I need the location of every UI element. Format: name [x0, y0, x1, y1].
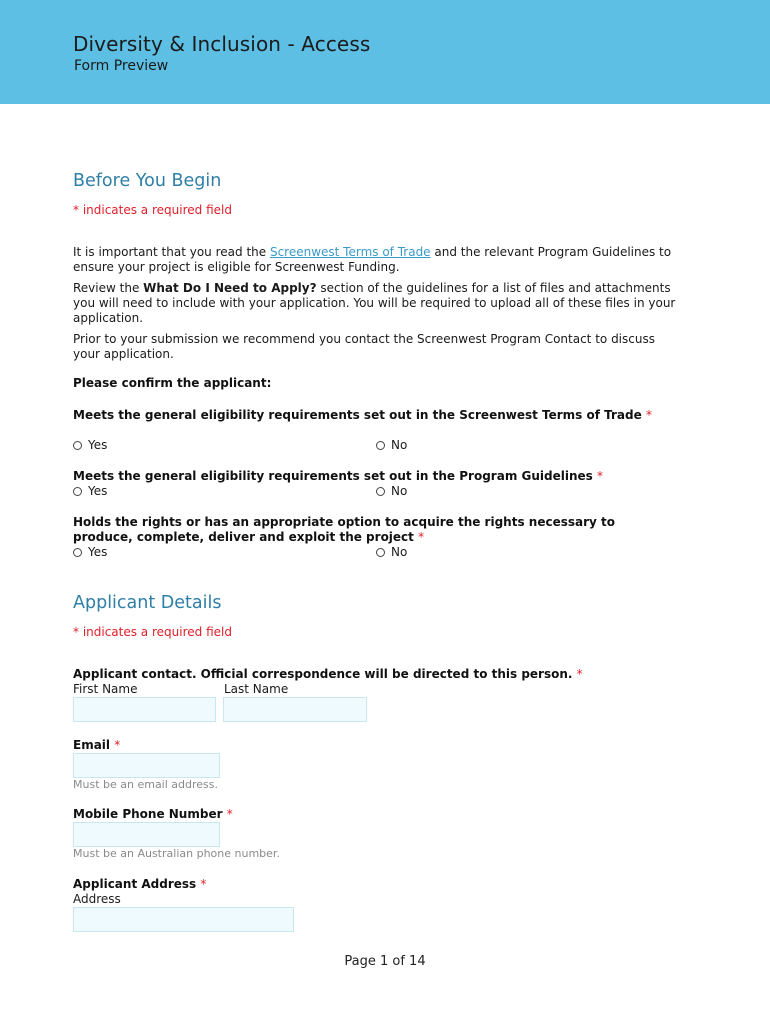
- radio-label: Yes: [88, 545, 108, 559]
- radio-label: No: [391, 484, 408, 498]
- question-program-guidelines: [73, 469, 673, 484]
- email-hint: Must be an email address.: [73, 778, 219, 791]
- page-number: Page 1 of 14: [344, 954, 426, 969]
- radio-option-no[interactable]: [376, 545, 407, 559]
- radio-label: Yes: [88, 438, 108, 452]
- header-banner: [0, 0, 770, 104]
- address-sub-label: Address: [73, 892, 121, 906]
- email-label-text: Email: [73, 738, 111, 752]
- question-rights: [73, 515, 673, 545]
- email-label: [73, 738, 673, 753]
- review-paragraph: [73, 281, 683, 326]
- question-text: Meets the general eligibility requirements set out in the Screenwest Terms of Trade: [73, 408, 642, 422]
- radio-button[interactable]: [376, 487, 385, 496]
- radio-option-yes[interactable]: [73, 545, 107, 559]
- radio-button[interactable]: [73, 487, 82, 496]
- form-subtitle: Form Preview: [74, 58, 169, 74]
- section-title-before-you-begin: Before You Begin: [73, 171, 222, 191]
- required-star: *: [645, 408, 652, 422]
- radio-button[interactable]: [376, 441, 385, 450]
- first-name-label: First Name: [73, 682, 138, 696]
- required-star: *: [576, 667, 583, 681]
- confirm-applicant-label: Please confirm the applicant:: [73, 376, 272, 390]
- section-title-applicant-details: Applicant Details: [73, 593, 222, 613]
- applicant-address-label: [73, 877, 673, 892]
- address-label-text: Applicant Address: [73, 877, 197, 891]
- question-text: Holds the rights or has an appropriate option to acquire the rights necessary to produce, complete, deliver and exploit the project: [73, 515, 615, 544]
- radio-option-yes[interactable]: [73, 484, 107, 498]
- applicant-contact-label: [73, 667, 673, 682]
- radio-button[interactable]: [376, 548, 385, 557]
- last-name-label: Last Name: [224, 682, 289, 696]
- last-name-input[interactable]: [223, 697, 367, 722]
- review-text-pre: Review the: [73, 281, 144, 295]
- review-text-post: section of the guidelines for a list of files and attachments you will need to include with your application. You will be required to upload all of these files in your application.: [73, 281, 676, 325]
- required-field-note: * indicates a required field: [73, 625, 232, 639]
- form-title: Diversity & Inclusion - Access: [73, 32, 371, 56]
- first-name-input[interactable]: [73, 697, 216, 722]
- intro-text-pre: It is important that you read the: [73, 245, 270, 259]
- required-star: *: [114, 738, 121, 752]
- contact-label-text: Applicant contact. Official correspondence will be directed to this person.: [73, 667, 573, 681]
- email-input[interactable]: [73, 753, 220, 778]
- mobile-phone-hint: Must be an Australian phone number.: [73, 847, 280, 860]
- question-terms-of-trade: [73, 408, 673, 423]
- required-star: *: [596, 469, 603, 483]
- radio-button[interactable]: [73, 441, 82, 450]
- radio-label: Yes: [88, 484, 108, 498]
- mobile-phone-label: [73, 807, 673, 822]
- radio-option-no[interactable]: [376, 438, 407, 452]
- required-star: *: [418, 530, 425, 544]
- radio-option-yes[interactable]: [73, 438, 107, 452]
- required-field-note: * indicates a required field: [73, 203, 232, 217]
- radio-button[interactable]: [73, 548, 82, 557]
- radio-option-no[interactable]: [376, 484, 407, 498]
- terms-of-trade-link[interactable]: Screenwest Terms of Trade: [269, 245, 431, 259]
- mobile-label-text: Mobile Phone Number: [73, 807, 223, 821]
- intro-text-post: and the relevant Program Guidelines to ensure your project is eligible for Screenwest Funding.: [73, 245, 672, 274]
- radio-label: No: [391, 438, 408, 452]
- radio-label: No: [391, 545, 408, 559]
- intro-paragraph: [73, 245, 683, 275]
- contact-paragraph: Prior to your submission we recommend you contact the Screenwest Program Contact to discuss your application.: [73, 332, 655, 361]
- required-star: *: [226, 807, 233, 821]
- mobile-phone-input[interactable]: [73, 822, 220, 847]
- address-input[interactable]: [73, 907, 294, 932]
- review-text-bold: What Do I Need to Apply?: [143, 281, 317, 295]
- question-text: Meets the general eligibility requirements set out in the Program Guidelines: [73, 469, 593, 483]
- required-star: *: [200, 877, 207, 891]
